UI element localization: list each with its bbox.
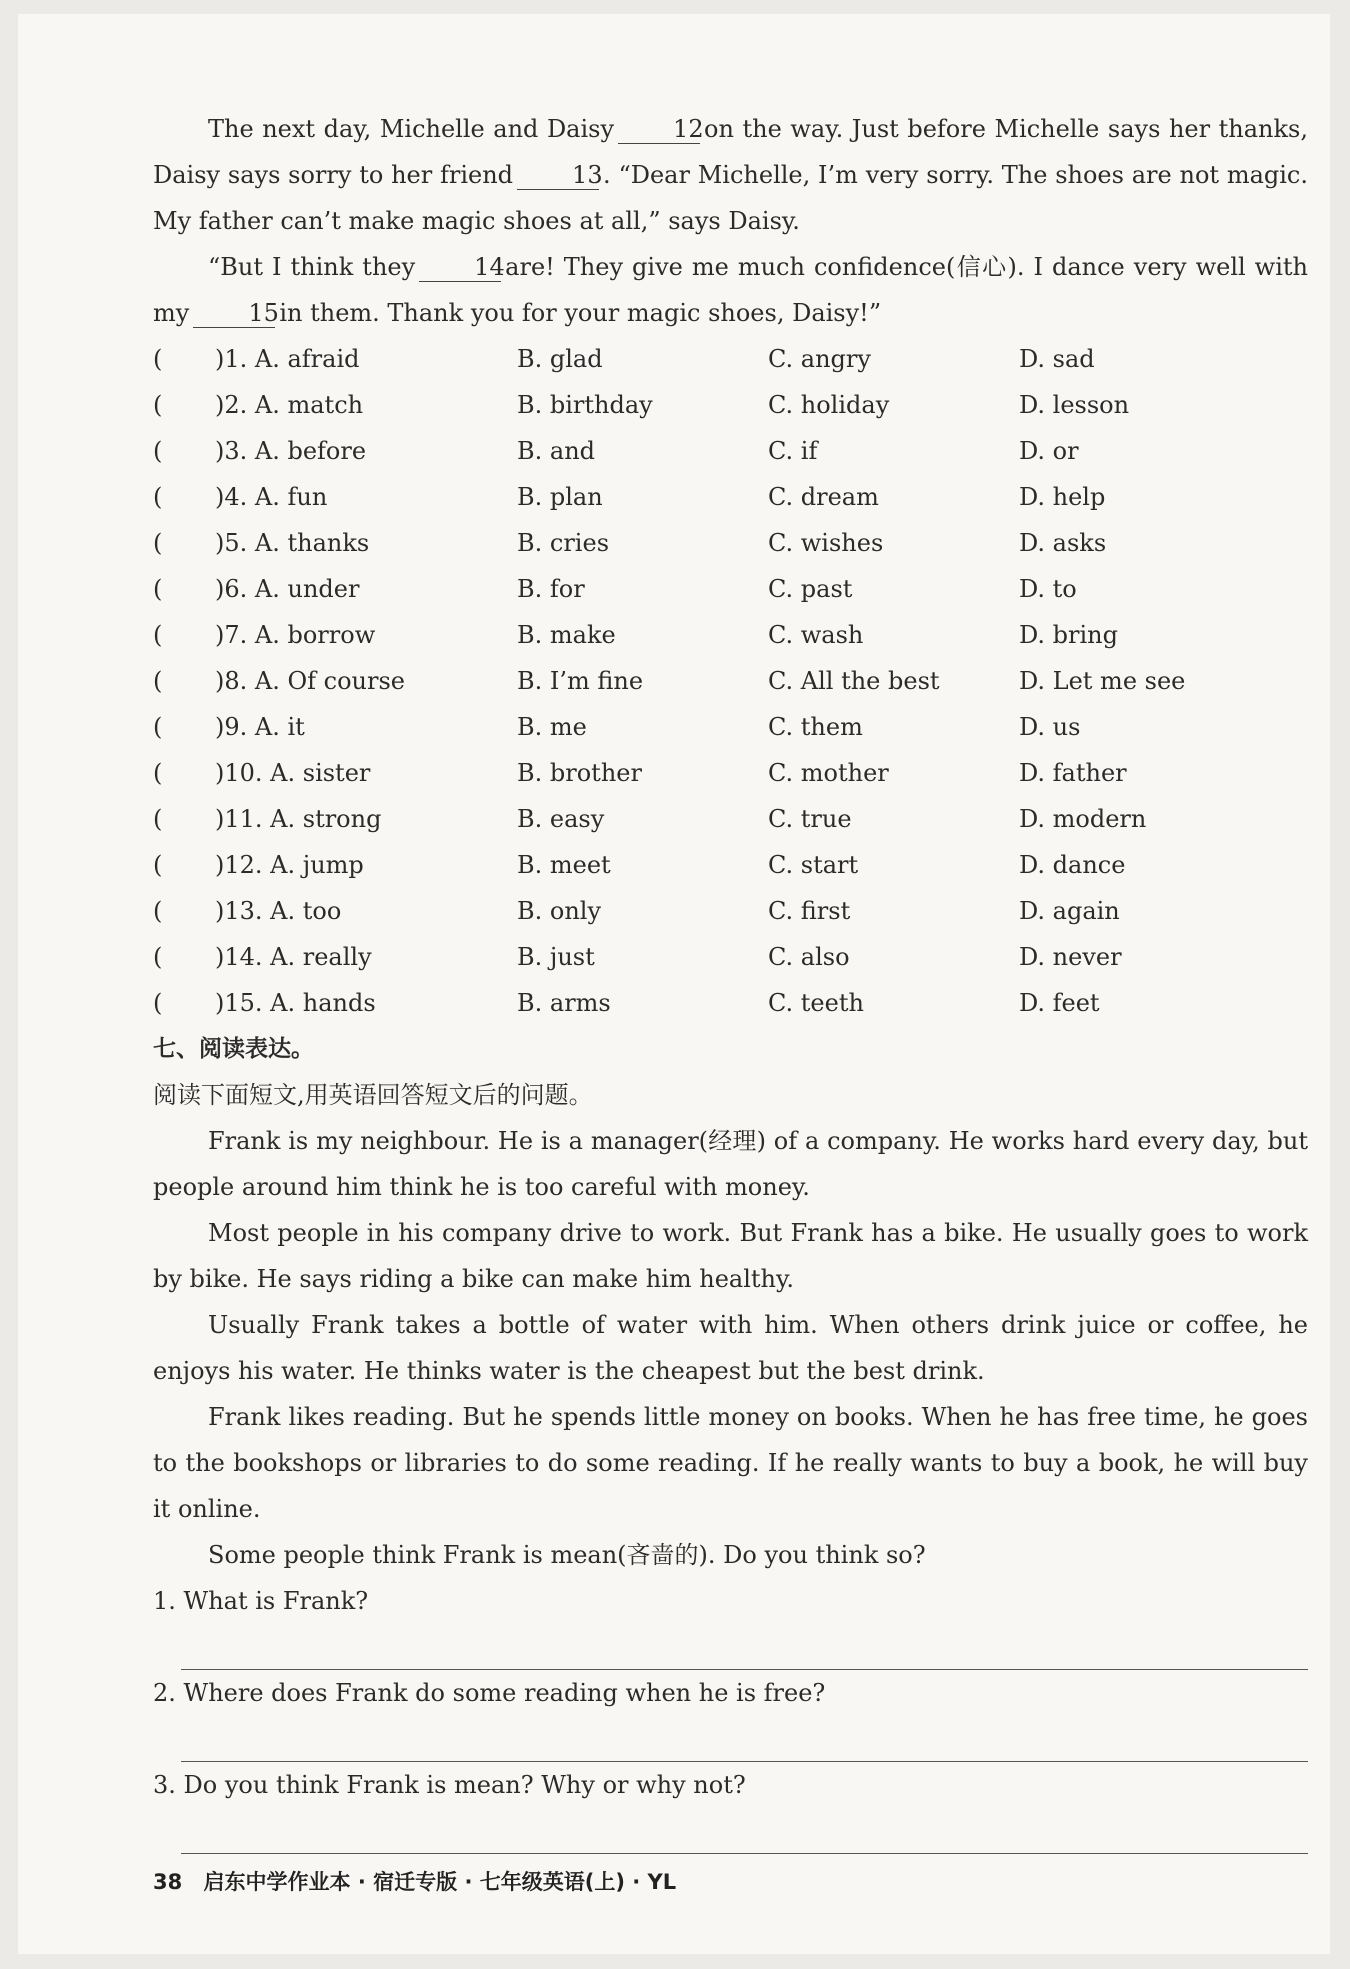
choice-row (153, 520, 1308, 566)
option-a[interactable]: )8. A. Of course (215, 667, 406, 695)
book-title: 启东中学作业本 · 宿迁专版 · 七年级英语(上) · YL (203, 1870, 677, 1894)
choice-question (153, 750, 517, 796)
option-c[interactable]: C. if (768, 437, 818, 465)
option-c[interactable]: C. past (768, 575, 853, 603)
choice-question (153, 382, 517, 428)
answer-bracket[interactable]: ( (153, 897, 163, 925)
answer-bracket[interactable]: ( (153, 529, 163, 557)
option-c[interactable]: C. mother (768, 759, 889, 787)
choice-row (153, 704, 1308, 750)
cloze-text: on the way. Just before Michelle says her thanks, Daisy says sorry to her friend (153, 115, 1308, 189)
choice-row (153, 566, 1308, 612)
option-d[interactable]: D. Let me see (1019, 667, 1186, 695)
answer-bracket[interactable]: ( (153, 851, 163, 879)
choice-question (153, 336, 517, 382)
page-number: 38 (153, 1870, 183, 1894)
choice-question (153, 566, 517, 612)
worksheet-page (18, 14, 1330, 1954)
option-d[interactable]: D. again (1019, 897, 1120, 925)
question-list (153, 336, 1308, 1026)
option-b[interactable]: B. arms (517, 989, 611, 1017)
option-b[interactable]: B. I’m fine (517, 667, 644, 695)
choice-row (153, 888, 1308, 934)
choice-row (153, 980, 1308, 1026)
cloze-paragraph-2 (153, 244, 1308, 336)
answer-bracket[interactable]: ( (153, 943, 163, 971)
blank-14[interactable]: 14 (419, 253, 501, 282)
question-1: 1. What is Frank? (153, 1587, 369, 1615)
answer-bracket[interactable]: ( (153, 759, 163, 787)
choice-question (153, 474, 517, 520)
option-c[interactable]: C. teeth (768, 989, 864, 1017)
option-c[interactable]: C. start (768, 851, 859, 879)
option-a[interactable]: )15. A. hands (215, 989, 376, 1017)
choice-question (153, 934, 517, 980)
choice-question (153, 658, 517, 704)
reading-paragraph: Frank is my neighbour. He is a manager(经理) of a company. He works hard every day, but people around him think he is too careful with money. (153, 1127, 1308, 1201)
option-d[interactable]: D. bring (1019, 621, 1118, 649)
option-c[interactable]: C. true (768, 805, 852, 833)
option-b[interactable]: B. glad (517, 345, 603, 373)
option-b[interactable]: B. meet (517, 851, 611, 879)
option-b[interactable]: B. birthday (517, 391, 653, 419)
answer-bracket[interactable]: ( (153, 621, 163, 649)
option-a[interactable]: )12. A. jump (215, 851, 364, 879)
option-b[interactable]: B. only (517, 897, 602, 925)
option-a[interactable]: )2. A. match (215, 391, 364, 419)
answer-bracket[interactable]: ( (153, 989, 163, 1017)
option-c[interactable]: C. also (768, 943, 850, 971)
option-a[interactable]: )7. A. borrow (215, 621, 376, 649)
reading-paragraph: Most people in his company drive to work. But Frank has a bike. He usually goes to work by bike. He says riding a bike can make him healthy. (153, 1219, 1308, 1293)
option-c[interactable]: C. first (768, 897, 851, 925)
choice-row (153, 428, 1308, 474)
option-b[interactable]: B. easy (517, 805, 605, 833)
choice-question (153, 704, 517, 750)
choice-question (153, 842, 517, 888)
answer-bracket[interactable]: ( (153, 437, 163, 465)
blank-13[interactable]: 13 (517, 161, 599, 190)
choice-row (153, 750, 1308, 796)
option-a[interactable]: )11. A. strong (215, 805, 382, 833)
blank-15[interactable]: 15 (193, 299, 275, 328)
question-2: 2. Where does Frank do some reading when he is free? (153, 1679, 826, 1707)
option-d[interactable]: D. us (1019, 713, 1081, 741)
option-c[interactable]: C. wash (768, 621, 864, 649)
option-b[interactable]: B. cries (517, 529, 610, 557)
option-c[interactable]: C. dream (768, 483, 879, 511)
blank-12[interactable]: 12 (618, 115, 700, 144)
option-c[interactable]: C. them (768, 713, 863, 741)
option-d[interactable]: D. or (1019, 437, 1079, 465)
section-instruction: 阅读下面短文,用英语回答短文后的问题。 (153, 1081, 593, 1109)
option-d[interactable]: D. feet (1019, 989, 1100, 1017)
option-d[interactable]: D. dance (1019, 851, 1126, 879)
option-a[interactable]: )1. A. afraid (215, 345, 360, 373)
reading-paragraph: Some people think Frank is mean(吝啬的). Do you think so? (208, 1541, 926, 1569)
cloze-text: . “Dear Michelle, I’m very sorry. The shoes are not magic. My father can’t make magic shoes at all,” says Daisy. (153, 161, 1308, 235)
choice-question (153, 796, 517, 842)
answer-bracket[interactable]: ( (153, 805, 163, 833)
option-b[interactable]: B. plan (517, 483, 603, 511)
cloze-text: The next day, Michelle and Daisy (208, 115, 615, 143)
option-a[interactable]: )6. A. under (215, 575, 360, 603)
cloze-text: “But I think they (208, 253, 416, 281)
choice-row (153, 474, 1308, 520)
choice-row (153, 658, 1308, 704)
option-a[interactable]: )10. A. sister (215, 759, 371, 787)
cloze-text: in them. Thank you for your magic shoes, Daisy!” (279, 299, 882, 327)
option-d[interactable]: D. father (1019, 759, 1127, 787)
option-b[interactable]: B. brother (517, 759, 642, 787)
option-c[interactable]: C. holiday (768, 391, 890, 419)
answer-line-1[interactable] (181, 1624, 1308, 1670)
answer-bracket[interactable]: ( (153, 483, 163, 511)
option-d[interactable]: D. sad (1019, 345, 1095, 373)
option-c[interactable]: C. All the best (768, 667, 940, 695)
answer-bracket[interactable]: ( (153, 713, 163, 741)
option-a[interactable]: )14. A. really (215, 943, 372, 971)
page-content (153, 106, 1308, 1854)
cloze-text: are! They give me much confidence(信心). I dance very well with my (153, 253, 1308, 327)
option-d[interactable]: D. asks (1019, 529, 1107, 557)
question-3: 3. Do you think Frank is mean? Why or why not? (153, 1771, 746, 1799)
reading-paragraph: Frank likes reading. But he spends little money on books. When he has free time, he goes to the bookshops or libraries to do some reading. If he really wants to buy a book, he will buy it online. (153, 1403, 1308, 1523)
choice-question (153, 980, 517, 1026)
reading-paragraph: Usually Frank takes a bottle of water with him. When others drink juice or coffee, he enjoys his water. He thinks water is the cheapest but the best drink. (153, 1311, 1308, 1385)
option-a[interactable]: )5. A. thanks (215, 529, 370, 557)
option-d[interactable]: D. never (1019, 943, 1122, 971)
choice-row (153, 336, 1308, 382)
option-b[interactable]: B. me (517, 713, 587, 741)
option-a[interactable]: )3. A. before (215, 437, 367, 465)
choice-question (153, 428, 517, 474)
option-d[interactable]: D. lesson (1019, 391, 1130, 419)
option-a[interactable]: )13. A. too (215, 897, 342, 925)
option-b[interactable]: B. make (517, 621, 616, 649)
cloze-paragraph-1 (153, 106, 1308, 244)
option-c[interactable]: C. wishes (768, 529, 884, 557)
choice-row (153, 796, 1308, 842)
option-b[interactable]: B. and (517, 437, 596, 465)
answer-line-3[interactable] (181, 1808, 1308, 1854)
section-title: 七、阅读表达。 (153, 1036, 314, 1062)
option-d[interactable]: D. modern (1019, 805, 1147, 833)
option-a[interactable]: )9. A. it (215, 713, 305, 741)
option-d[interactable]: D. to (1019, 575, 1077, 603)
choice-question (153, 520, 517, 566)
answer-line-2[interactable] (181, 1716, 1308, 1762)
answer-bracket[interactable]: ( (153, 575, 163, 603)
option-d[interactable]: D. help (1019, 483, 1106, 511)
answer-bracket[interactable]: ( (153, 345, 163, 373)
page-footer (153, 1866, 676, 1896)
option-b[interactable]: B. just (517, 943, 595, 971)
choice-row (153, 842, 1308, 888)
option-a[interactable]: )4. A. fun (215, 483, 328, 511)
choice-question (153, 888, 517, 934)
answer-bracket[interactable]: ( (153, 667, 163, 695)
choice-row (153, 934, 1308, 980)
choice-question (153, 612, 517, 658)
choice-row (153, 612, 1308, 658)
option-c[interactable]: C. angry (768, 345, 871, 373)
choice-row (153, 382, 1308, 428)
option-b[interactable]: B. for (517, 575, 585, 603)
answer-bracket[interactable]: ( (153, 391, 163, 419)
